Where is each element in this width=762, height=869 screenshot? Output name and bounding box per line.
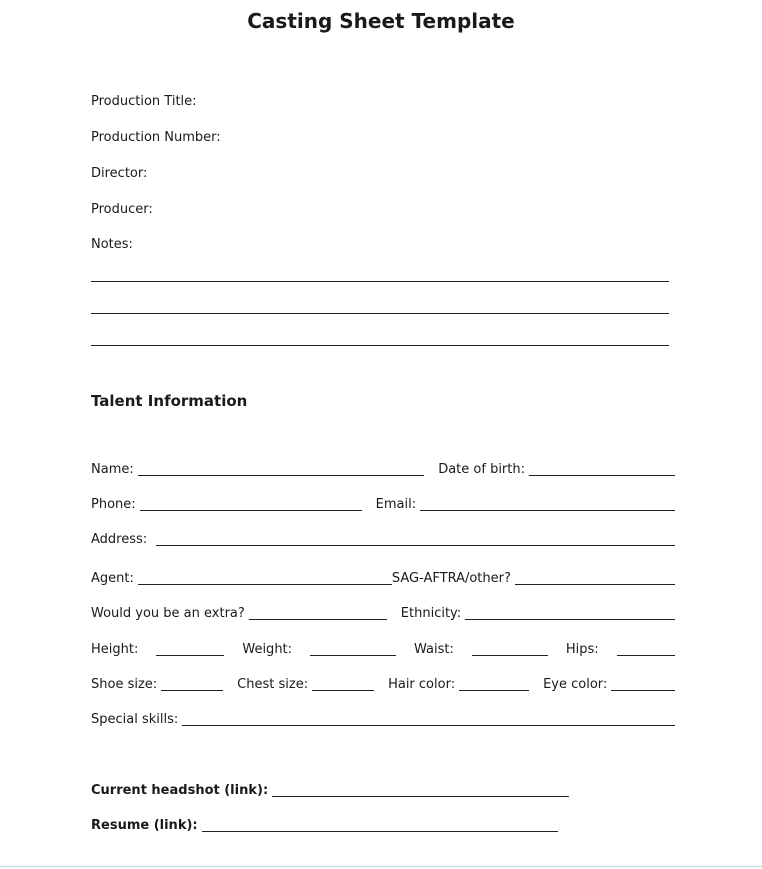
- union-field[interactable]: [515, 572, 675, 585]
- talent-section-heading: Talent Information: [91, 392, 248, 410]
- waist-label: Waist:: [414, 642, 454, 657]
- special-skills-field[interactable]: [182, 713, 675, 726]
- notes-line-3[interactable]: [91, 345, 669, 346]
- phone-field[interactable]: [140, 498, 362, 511]
- hips-label: Hips:: [565, 642, 599, 657]
- headshot-label: Current headshot (link):: [91, 783, 269, 798]
- footer-divider: [0, 866, 762, 867]
- weight-label: Weight:: [242, 642, 293, 657]
- page-title: Casting Sheet Template: [247, 9, 515, 33]
- agent-field[interactable]: [138, 572, 392, 585]
- headshot-field[interactable]: [272, 784, 569, 797]
- address-row: [91, 532, 675, 548]
- phone-email-row: [91, 497, 675, 513]
- address-field[interactable]: [156, 533, 675, 546]
- production-title-label: Production Title:: [91, 94, 197, 109]
- name-dob-row: [91, 462, 675, 478]
- hair-color-field[interactable]: [459, 678, 529, 691]
- extra-ethnicity-row: [91, 606, 675, 622]
- eye-color-label: Eye color:: [543, 677, 608, 692]
- email-label: Email:: [375, 497, 417, 512]
- shoe-size-field[interactable]: [161, 678, 223, 691]
- special-skills-label: Special skills:: [91, 712, 179, 727]
- eye-color-field[interactable]: [611, 678, 675, 691]
- producer-label: Producer:: [91, 202, 153, 217]
- union-label: SAG-AFTRA/other?: [391, 571, 511, 586]
- hair-color-label: Hair color:: [388, 677, 456, 692]
- resume-label: Resume (link):: [91, 818, 198, 833]
- dob-field[interactable]: [529, 463, 675, 476]
- hips-field[interactable]: [617, 643, 675, 656]
- phone-label: Phone:: [91, 497, 136, 512]
- chest-size-label: Chest size:: [237, 677, 309, 692]
- name-label: Name:: [91, 462, 134, 477]
- height-field[interactable]: [156, 643, 224, 656]
- height-label: Height:: [91, 642, 139, 657]
- director-label: Director:: [91, 166, 148, 181]
- notes-label: Notes:: [91, 237, 133, 252]
- name-field[interactable]: [138, 463, 424, 476]
- sizes-colors-row: [91, 677, 675, 693]
- production-number-label: Production Number:: [91, 130, 221, 145]
- email-field[interactable]: [420, 498, 675, 511]
- address-label: Address:: [91, 532, 148, 547]
- shoe-size-label: Shoe size:: [91, 677, 158, 692]
- weight-field[interactable]: [310, 643, 396, 656]
- notes-line-1[interactable]: [91, 281, 669, 282]
- resume-field[interactable]: [202, 819, 558, 832]
- waist-field[interactable]: [472, 643, 548, 656]
- measurements-row: [91, 642, 675, 658]
- extra-label: Would you be an extra?: [91, 606, 245, 621]
- chest-size-field[interactable]: [312, 678, 374, 691]
- ethnicity-field[interactable]: [465, 607, 675, 620]
- special-skills-row: [91, 712, 675, 728]
- resume-row: [91, 818, 558, 834]
- agent-label: Agent:: [91, 571, 134, 586]
- extra-field[interactable]: [249, 607, 387, 620]
- headshot-row: [91, 783, 569, 799]
- notes-line-2[interactable]: [91, 313, 669, 314]
- dob-label: Date of birth:: [438, 462, 525, 477]
- ethnicity-label: Ethnicity:: [400, 606, 462, 621]
- agent-union-row: [91, 571, 675, 587]
